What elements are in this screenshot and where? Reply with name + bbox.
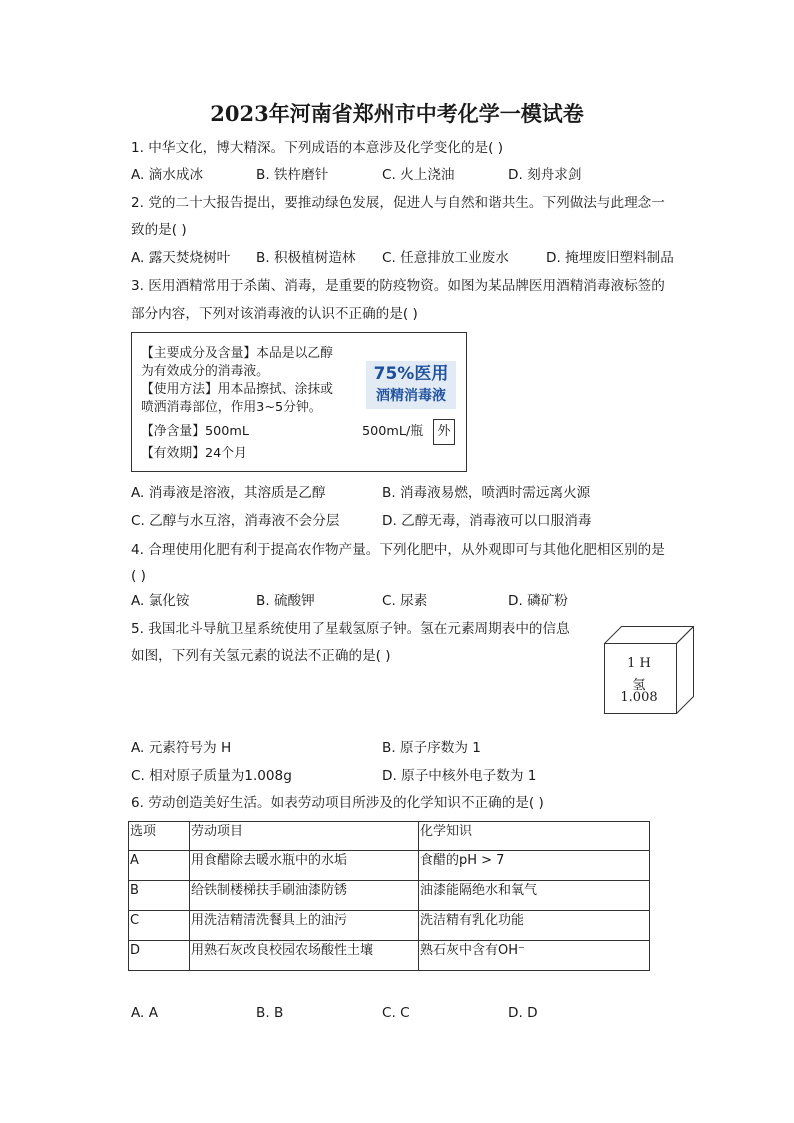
q3-option-c: C. 乙醇与水互溶，消毒液不会分层 (131, 513, 340, 529)
table-cell: 熟石灰中含有OH⁻ (419, 941, 650, 971)
question-2-stem-line2: 致的是( ) (131, 222, 187, 238)
question-4-stem-line1: 4. 合理使用化肥有利于提高农作物产量。下列化肥中，从外观即可与其他化肥相区别的是 (131, 542, 665, 558)
product-badge (366, 361, 456, 409)
external-use-mark: 外 (433, 419, 455, 445)
table-cell: 用食醋除去暖水瓶中的水垢 (190, 851, 419, 881)
q5-option-c: C. 相对原子质量为1.008g (131, 768, 292, 784)
table-cell: C (129, 911, 190, 941)
element-name: 氢 (632, 678, 646, 693)
q4-option-b: B. 硫酸钾 (256, 593, 315, 609)
q4-option-a: A. 氯化铵 (131, 593, 190, 609)
q6-option-a: A. A (131, 1005, 159, 1021)
labor-knowledge-table (128, 821, 650, 971)
q2-option-b: B. 积极植树造林 (256, 250, 356, 266)
question-1-stem: 1. 中华文化，博大精深。下列成语的本意涉及化学变化的是( ) (131, 140, 504, 156)
table-header-row (129, 822, 650, 851)
q1-option-c: C. 火上浇油 (382, 167, 455, 183)
table-header-cell: 化学知识 (419, 822, 650, 851)
table-cell: A (129, 851, 190, 881)
q1-option-a: A. 滴水成冰 (131, 167, 204, 183)
q5-option-a: A. 元素符号为 H (131, 740, 232, 756)
table-row (129, 851, 650, 881)
table-row (129, 881, 650, 911)
q2-option-a: A. 露天焚烧树叶 (131, 250, 231, 266)
q6-option-c: C. C (382, 1005, 410, 1021)
q2-option-d: D. 掩埋废旧塑料制品 (546, 250, 674, 266)
q5-option-b: B. 原子序数为 1 (382, 740, 481, 756)
q2-option-c: C. 任意排放工业废水 (382, 250, 509, 266)
table-row (129, 911, 650, 941)
q4-option-d: D. 磷矿粉 (508, 593, 568, 609)
table-header-cell: 劳动项目 (190, 822, 419, 851)
label-text-line: 【主要成分及含量】本品是以乙醇 (141, 346, 333, 361)
q3-option-a: A. 消毒液是溶液，其溶质是乙醇 (131, 485, 326, 501)
table-cell: B (129, 881, 190, 911)
question-6-stem: 6. 劳动创造美好生活。如表劳动项目所涉及的化学知识不正确的是( ) (131, 795, 544, 811)
q3-option-b: B. 消毒液易燃，喷洒时需远离火源 (382, 485, 591, 501)
table-cell: 洗洁精有乳化功能 (419, 911, 650, 941)
q4-option-c: C. 尿素 (382, 593, 428, 609)
badge-line2: 酒精消毒液 (376, 388, 446, 404)
table-cell: D (129, 941, 190, 971)
table-row (129, 941, 650, 971)
element-mass: 1.008 (620, 690, 658, 705)
page-title: 2023年河南省郑州市中考化学一模试卷 (210, 101, 584, 126)
question-3-stem-line1: 3. 医用酒精常用于杀菌、消毒，是重要的防疫物资。如图为某品牌医用酒精消毒液标签的 (131, 278, 665, 294)
question-2-stem-line1: 2. 党的二十大报告提出，要推动绿色发展，促进人与自然和谐共生。下列做法与此理念一 (131, 195, 665, 211)
label-volume: 500mL/瓶 (362, 424, 424, 439)
table-cell: 油漆能隔绝水和氧气 (419, 881, 650, 911)
question-5-stem-line1: 5. 我国北斗导航卫星系统使用了星载氢原子钟。氢在元素周期表中的信息 (131, 621, 570, 637)
disinfectant-label-figure (131, 332, 467, 472)
table-cell: 给铁制楼梯扶手刷油漆防锈 (190, 881, 419, 911)
question-4-stem-line2: ( ) (131, 568, 146, 584)
label-text-line: 喷洒消毒部位，作用3~5分钟。 (141, 400, 322, 415)
table-cell: 用洗洁精清洗餐具上的油污 (190, 911, 419, 941)
q6-option-d: D. D (508, 1005, 538, 1021)
table-cell: 用熟石灰改良校园农场酸性土壤 (190, 941, 419, 971)
q1-option-d: D. 刻舟求剑 (508, 167, 582, 183)
label-text-line: 为有效成分的消毒液。 (141, 364, 269, 379)
q6-option-b: B. B (256, 1005, 284, 1021)
element-number-symbol: 1 H (627, 656, 651, 671)
hydrogen-element-cell (604, 626, 694, 714)
question-5-stem-line2: 如图，下列有关氢元素的说法不正确的是( ) (131, 648, 391, 664)
q1-option-b: B. 铁杵磨针 (256, 167, 329, 183)
label-expiry: 【有效期】24个月 (141, 446, 247, 461)
table-header-cell: 选项 (129, 822, 190, 851)
label-net-content: 【净含量】500mL (141, 424, 250, 439)
q5-option-d: D. 原子中核外电子数为 1 (382, 768, 537, 784)
label-text-line: 【使用方法】用本品擦拭、涂抹或 (141, 382, 333, 397)
q3-option-d: D. 乙醇无毒，消毒液可以口服消毒 (382, 513, 592, 529)
question-3-stem-line2: 部分内容，下列对该消毒液的认识不正确的是( ) (131, 306, 418, 322)
table-cell: 食醋的pH > 7 (419, 851, 650, 881)
badge-line1: 75%医用 (373, 364, 449, 384)
